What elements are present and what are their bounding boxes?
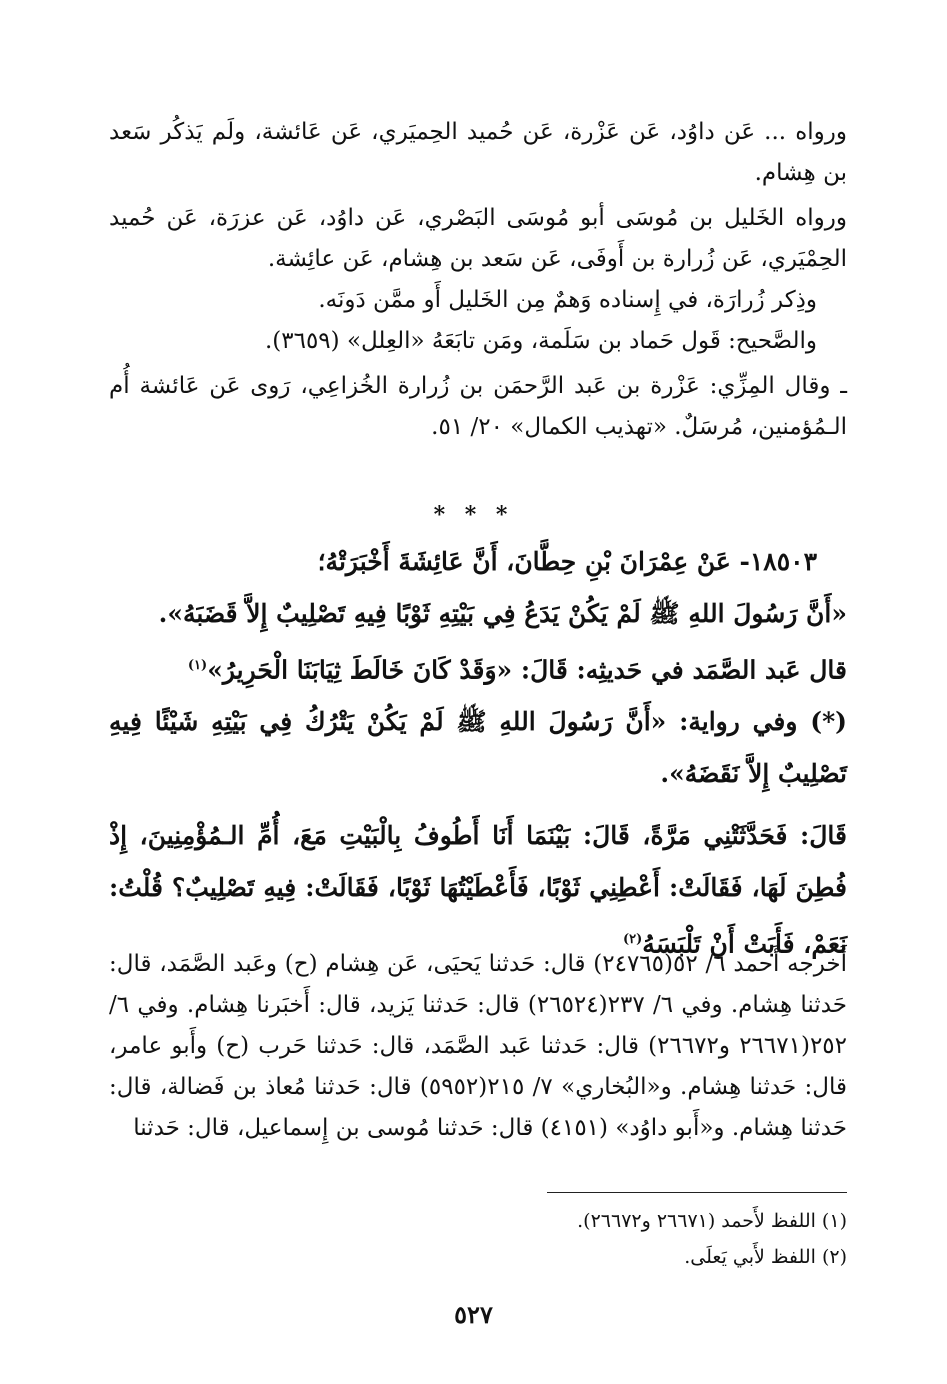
takhrij-section [109, 944, 847, 1149]
footnote-divider [547, 1192, 847, 1193]
page-number: ٥٢٧ [454, 1300, 493, 1329]
hadith-addition-text: قال عَبد الصَّمَد في حَديثِه: قَالَ: «وَقَدْ كَانَ خَالَطَ ثِيَابَنَا الْحَرِيرُ» [207, 655, 847, 685]
takhrij-paragraph: أَخرجه أَحمد ٦/ ٥٢(٢٤٧٦٥) قال: حَدثنا يَحيَى، عَن هِشام (ح) وعَبد الصَّمَد، قال: حَدثنا هِشام. وفي ٦/ ٢٣٧(٢٦٥٢٤) قال: حَدثنا يَزيد، قال: أَخبَرنا هِشام. وفي ٦/ ٢٥٢(٢٦٦٧١ و٢٦٦٧٢) قال: حَدثنا عَبد الصَّمَد، قال: حَدثنا حَرب (ح) وأَبو عامر، قال: حَدثنا هِشام. و«البُخاري» ٧/ ٢١٥(٥٩٥٢) قال: حَدثنا مُعاذ بن فَضالة، قال: حَدثنا هِشام. و«أَبو داوُد» (٤١٥١) قال: حَدثنا مُوسى بن إِسماعيل، قال: حَدثنا [109, 951, 848, 1141]
section-separator: * * * [433, 502, 514, 528]
commentary-paragraph-5: ـ وقال المِزِّي: عَزْرة بن عَبد الرَّحمَن بن زُرارة الخُزاعِي، رَوى عَن عَائشة أُم الـمُؤمنين، مُرسَلٌ. «تهذيب الكمال» ٢٠/ ٥١. [109, 373, 847, 440]
hadith-matn: «أَنَّ رَسُولَ اللهِ ﷺ لَمْ يَكُنْ يَدَعُ فِي بَيْتِهِ ثَوْبًا فِيهِ تَصْلِيبٌ إِلاَّ قَضَبَهُ». [158, 599, 847, 628]
commentary-paragraph-4: والصَّحيح: قَول حَماد بن سَلَمة، ومَن تابَعَهُ «العِلل» (٣٦٥٩). [264, 328, 817, 354]
footnote-ref-2: (٢) [623, 932, 643, 948]
hadith-section [109, 536, 847, 971]
hadith-narration-text: قَالَ: فَحَدَّثَتْنِي مَرَّةً، قَالَ: بَيْنَمَا أَنَا أَطُوفُ بِالْبَيْتِ مَعَ، أُمِّ الـمُؤْمِنِينَ، إِذْ فُطِنَ لَهَا، فَقَالَتْ: أَعْطِنِي ثَوْبًا، فَأَعْطَيْتُهَا ثَوْبًا، فَقَالَتْ: فِيهِ تَصْلِيبٌ؟ قُلْتُ: نَعَمْ، فَأَبَتْ أَنْ تَلْبَسَهُ [109, 821, 847, 959]
commentary-paragraph-1: ورواه ... عَن داوُد، عَن عَزْرة، عَن حُميد الحِميَري، عَن عَائشة، ولَم يَذكُر سَعد بن هِشام. [109, 119, 847, 186]
hadith-variant: (*) وفي رواية: «أَنَّ رَسُولَ اللهِ ﷺ لَمْ يَكُنْ يَتْرُكُ فِي بَيْتِهِ شَيْئًا فِيهِ تَصْلِيبٌ إِلاَّ نَقَضَهُ». [109, 707, 847, 789]
commentary-paragraph-2: ورواه الخَليل بن مُوسَى أبو مُوسَى البَصْري، عَن داوُد، عَن عزرَة، عَن حُميد الحِمْيَري، عَن زُرارة بن أَوفَى، عَن سَعد بن هِشام، عَن عائِشة. [109, 205, 847, 272]
hadith-addition [109, 640, 847, 696]
footnotes [109, 1203, 847, 1275]
hadith-number-line: ١٨٥٠٣- عَنْ عِمْرَانَ بْنِ حِطَّانَ، أَنَّ عَائِشَةَ أَخْبَرَتْهُ؛ [317, 547, 817, 576]
commentary-section [109, 112, 847, 448]
footnote-2: (٢) اللفظ لأَبي يَعلَى. [684, 1246, 847, 1268]
footnote-1: (١) اللفظ لأَحمد (٢٦٦٧١ و٢٦٦٧٢). [577, 1210, 847, 1232]
commentary-paragraph-3: وذِكر زُرارَة، في إِسناده وَهمٌ مِن الخَليل أَو ممَّن دَونَه. [318, 287, 817, 313]
footnote-ref-1: (١) [187, 658, 208, 673]
